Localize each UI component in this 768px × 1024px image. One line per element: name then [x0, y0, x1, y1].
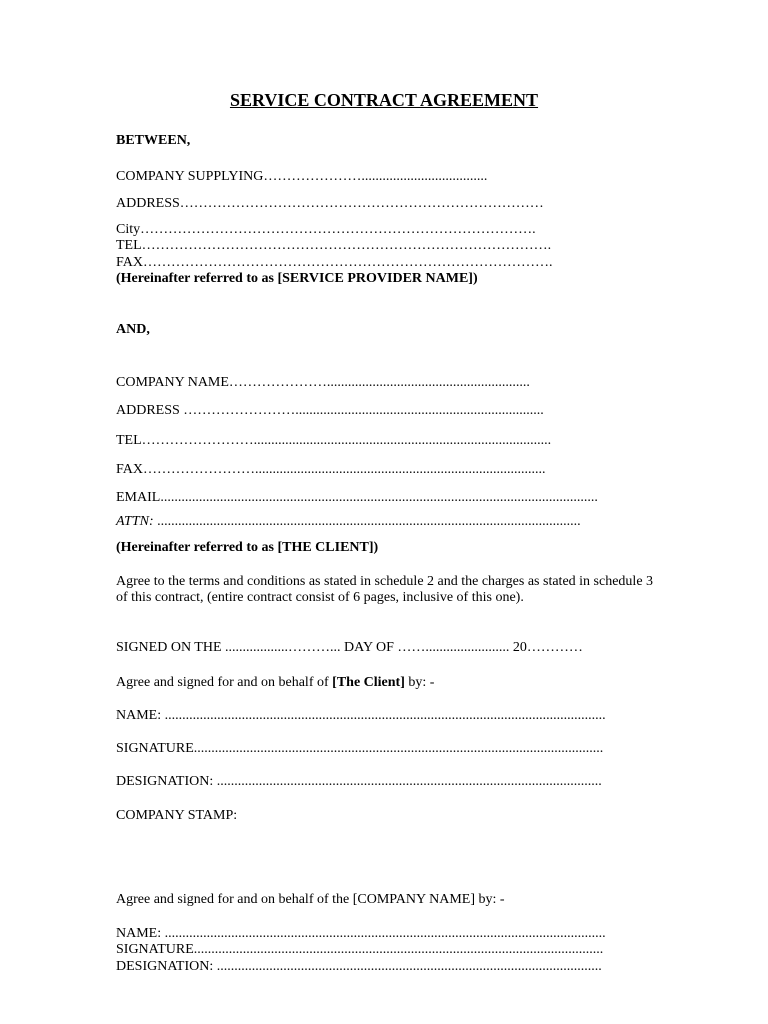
client-sign-designation-field: DESIGNATION: .............................................................................................................. [116, 774, 602, 789]
client-company-name-field: COMPANY NAME………………….......................................................... [116, 375, 530, 390]
provider-company-supplying-field: COMPANY SUPPLYING………………….................................... [116, 169, 488, 184]
client-address-field: ADDRESS ……………………....................................................................... [116, 403, 544, 418]
document-title [0, 89, 768, 111]
company-sign-designation-field: DESIGNATION: .............................................................................................................. [116, 959, 602, 974]
provider-address-field: ADDRESS…………………………………………………………………… [116, 196, 544, 211]
client-sign-intro-post: by: - [404, 675, 435, 690]
between-heading: BETWEEN, [116, 133, 191, 148]
provider-city-field: City…………………………………………………………………………. [116, 222, 536, 237]
provider-hereinafter: (Hereinafter referred to as [SERVICE PROVIDER NAME]) [116, 271, 478, 286]
document-title-text: SERVICE CONTRACT AGREEMENT [229, 90, 539, 110]
client-attn-field [116, 514, 581, 530]
and-heading: AND, [116, 322, 150, 337]
client-sign-intro-pre: Agree and signed for and on behalf of [116, 675, 333, 690]
provider-fax-field: FAX……………………………………………………………………………. [116, 255, 553, 270]
client-email-field: EMAIL............................................................................................................................. [116, 490, 598, 505]
client-sign-intro [116, 675, 434, 691]
client-attn-label: ATTN: [116, 514, 154, 529]
client-attn-dots: ......................................................................................................................... [153, 514, 581, 529]
company-sign-intro: Agree and signed for and on behalf of the [COMPANY NAME] by: - [116, 892, 505, 907]
client-sign-signature-field: SIGNATURE..................................................................................................................... [116, 741, 604, 756]
company-sign-name-field: NAME: .............................................................................................................................. [116, 926, 606, 941]
client-company-stamp-label: COMPANY STAMP: [116, 808, 238, 823]
client-sign-name-field: NAME: .............................................................................................................................. [116, 708, 606, 723]
company-sign-signature-field: SIGNATURE..................................................................................................................... [116, 942, 604, 957]
client-hereinafter: (Hereinafter referred to as [THE CLIENT]) [116, 540, 379, 555]
client-sign-intro-bold: [The Client] [332, 675, 405, 690]
provider-tel-field: TEL……………………………………………………………………………. [116, 238, 552, 253]
client-fax-field: FAX……………………................................................................................... [116, 462, 546, 477]
client-tel-field: TEL……………………..................................................................................... [116, 433, 552, 448]
signed-on-line: SIGNED ON THE ..................………... DAY OF ……........................ 20………… [116, 640, 583, 655]
agree-terms-paragraph: Agree to the terms and conditions as stated in schedule 2 and the charges as stated in schedule 3 of this contract, (entire contract consist of 6 pages, inclusive of this one). [116, 574, 654, 605]
